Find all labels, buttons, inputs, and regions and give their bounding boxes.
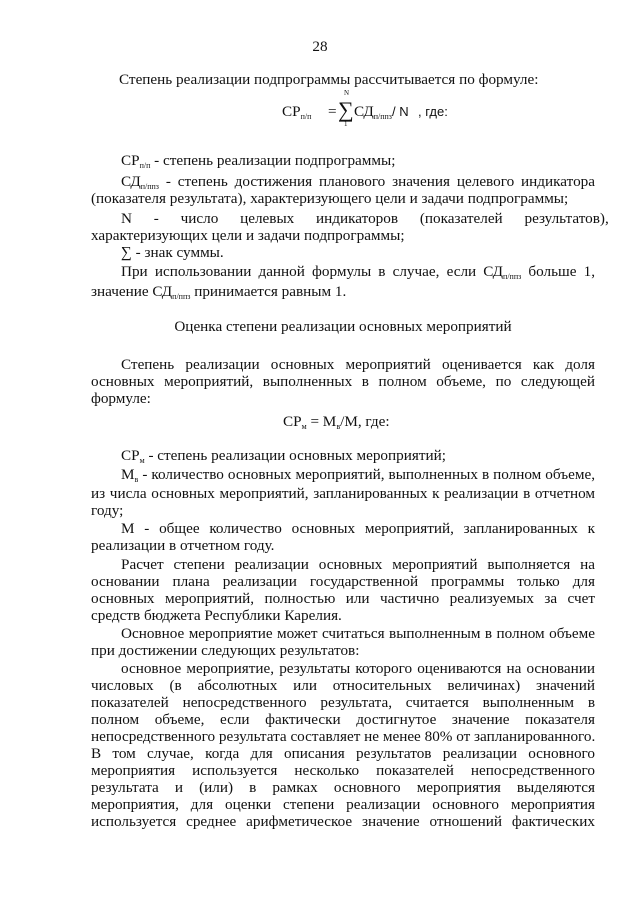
- def-cp-sub: п/п: [139, 161, 151, 170]
- para4-line7: мероприятия используется несколько показателей непосредственного: [91, 762, 595, 779]
- formula2-rest: /М, где:: [340, 413, 390, 430]
- section-heading: Оценка степени реализации основных мероприятий: [174, 318, 512, 335]
- def-n-line1: N - число целевых индикаторов (показателей результатов),: [121, 210, 609, 227]
- para2-line1: Расчет степени реализации основных мероприятий выполняется на: [121, 556, 595, 573]
- formula1-term-sub: п/ппз: [373, 112, 392, 121]
- para2-line2: основании плана реализации государственной программы только для: [91, 573, 595, 590]
- def-mv-text: - количество основных мероприятий, выполненных в полном объеме,: [138, 466, 595, 483]
- formula2-lhs: СР: [283, 413, 302, 430]
- para4-line2: числовых (в абсолютных или относительных величинах) значений: [91, 677, 595, 694]
- formula1-lhs: СР: [282, 103, 301, 120]
- formula1-sum-lower: 1: [344, 120, 348, 128]
- formula1-rest: / N: [392, 104, 409, 119]
- rule-line1-text: При использовании данной формулы в случае, если СД: [121, 263, 504, 280]
- def-sd-symbol: СД: [121, 173, 141, 190]
- para3-line1: Основное мероприятие может считаться выполненным в полном объеме: [121, 625, 595, 642]
- para2-line3: основных мероприятий, полностью или частично реализуемых за счет: [91, 590, 595, 607]
- para4-line1: основное мероприятие, результаты которого оцениваются на основании: [121, 660, 595, 677]
- para4-line9: мероприятия, для оценки степени реализации основного мероприятия: [91, 796, 595, 813]
- para4-line3: показателей непосредственного результата, считается выполненным в: [91, 694, 595, 711]
- para3-line2: при достижении следующих результатов:: [91, 642, 360, 659]
- para1-line1: Степень реализации основных мероприятий оценивается как доля: [121, 356, 595, 373]
- formula1-tail: , где:: [418, 104, 448, 119]
- para2-line4: средств бюджета Республики Карелия.: [91, 607, 342, 624]
- para1-line2: основных мероприятий, выполненных в полном объеме, по следующей: [91, 373, 595, 390]
- def-n-line2: характеризующих цели и задачи подпрограммы;: [91, 227, 405, 244]
- rule-line2-text: значение СД: [91, 283, 173, 300]
- page-number: 28: [312, 38, 328, 55]
- rule-line1-end: больше 1,: [521, 263, 595, 280]
- para4-line8: результата и (или) в рамках основного мероприятия выделяются: [91, 779, 595, 796]
- def-cp: [121, 152, 395, 174]
- def-m-line1: М - общее количество основных мероприятий, запланированных к: [121, 520, 595, 537]
- para4-line5: непосредственного результата составляет не менее 80% от запланированного.: [91, 728, 596, 745]
- rule-line2: [91, 283, 346, 305]
- para1-line3: формуле:: [91, 390, 151, 407]
- def-mv-sub: в: [134, 475, 139, 484]
- def-sd-text: - степень достижения планового значения целевого индикатора: [158, 173, 595, 190]
- def-cp-symbol: СР: [121, 152, 140, 169]
- para4-line4: полном объеме, если фактически достигнутое значение показателя: [91, 711, 595, 728]
- formula1-sum-upper: N: [344, 89, 350, 97]
- summation-icon: ∑: [338, 97, 354, 122]
- def-sd-line2: (показателя результата), характеризующего цели и задачи подпрограммы;: [91, 190, 569, 207]
- intro-text: Степень реализации подпрограммы рассчитывается по формуле:: [119, 71, 539, 88]
- def-mv-line3: году;: [91, 502, 124, 519]
- rule-line1: [121, 263, 595, 285]
- def-cpm-text: - степень реализации основных мероприятий;: [144, 447, 446, 464]
- para4-line6: В том случае, когда для описания результатов реализации основного: [91, 745, 595, 762]
- formula-subprogram: [282, 88, 448, 132]
- rule-line2-end: принимается равным 1.: [190, 283, 347, 300]
- def-cpm-symbol: СР: [121, 447, 140, 464]
- def-cpm-sub: м: [139, 456, 145, 465]
- def-mv-symbol: М: [121, 466, 135, 483]
- def-sd-sub: п/ппз: [140, 182, 159, 191]
- para4-line10: используется среднее арифметическое значение отношений фактических: [91, 813, 595, 830]
- formula-measures: [283, 413, 390, 435]
- formula2-lhs-sub: м: [301, 422, 307, 431]
- formula2-mid: = М: [306, 413, 337, 430]
- rule-line1-sub: п/ппз: [503, 272, 522, 281]
- formula1-term: СД: [354, 103, 374, 120]
- def-sum: ∑ - знак суммы.: [121, 244, 224, 261]
- formula1-equals: =: [328, 103, 337, 120]
- rule-line2-sub: п/ппз: [172, 292, 191, 301]
- formula1-lhs-sub: п/п: [300, 112, 312, 121]
- def-mv-line2: из числа основных мероприятий, запланированных к реализации в отчетном: [91, 485, 595, 502]
- formula2-mid-sub: в: [336, 422, 341, 431]
- def-m-line2: реализации в отчетном году.: [91, 537, 275, 554]
- def-cp-text: - степень реализации подпрограммы;: [150, 152, 396, 169]
